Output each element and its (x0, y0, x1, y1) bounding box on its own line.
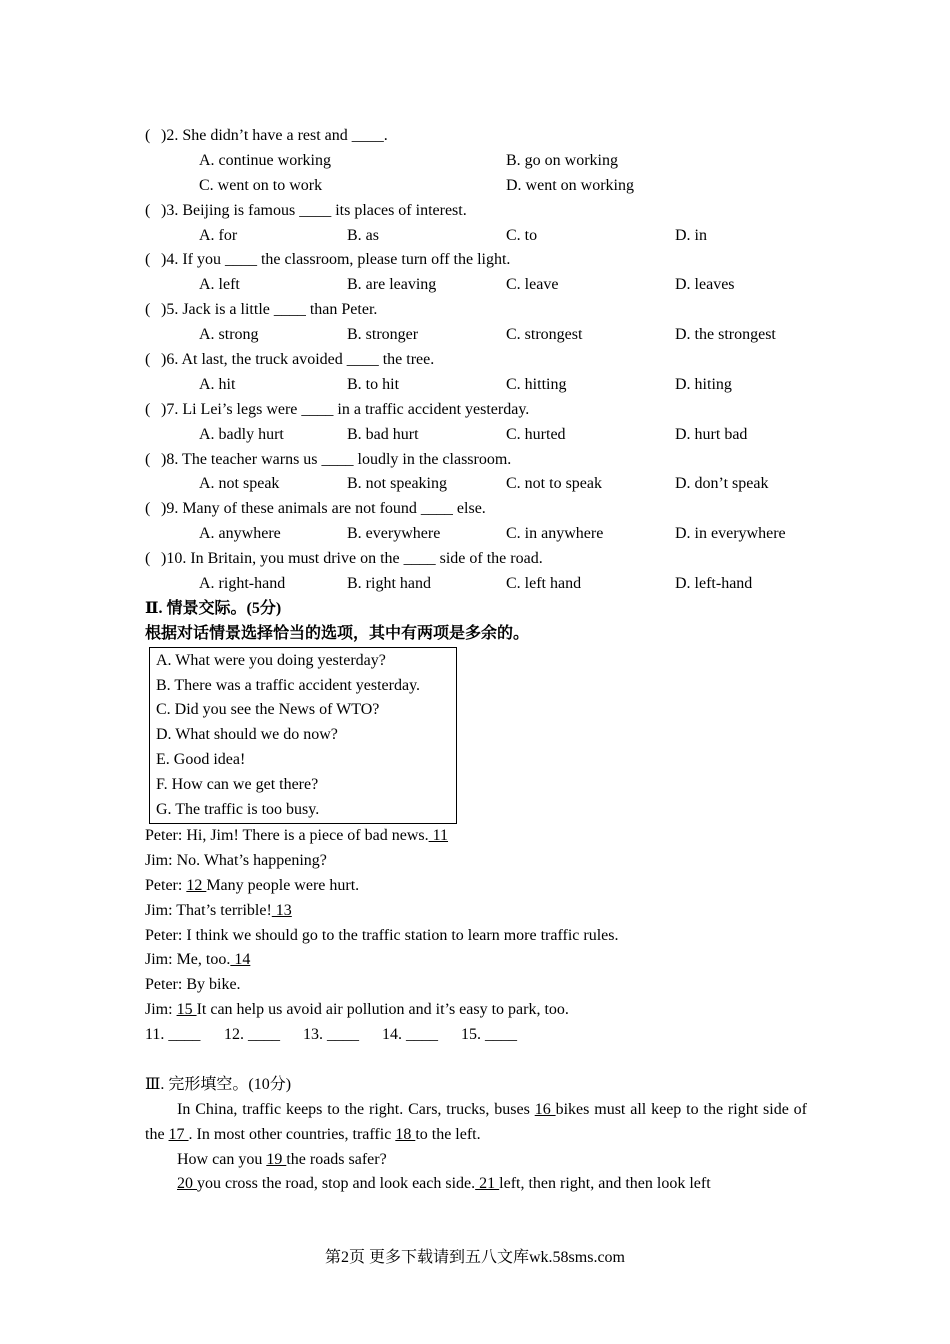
cloze-paragraph-3: 20 you cross the road, stop and look each side. 21 left, then right, and then look left (177, 1175, 711, 1193)
worksheet-page (145, 124, 807, 1197)
choice-d: D. What should we do now? (156, 726, 338, 744)
question-3-options (145, 224, 807, 249)
dialogue-line-1: Peter: Hi, Jim! There is a piece of bad news. 11 (145, 826, 449, 844)
question-2-options-row-2 (145, 174, 807, 199)
question-8-stem: ( )8. The teacher warns us ____ loudly in the classroom. (145, 450, 512, 468)
option-d: D. in everywhere (675, 525, 786, 543)
choice-e: E. Good idea! (156, 751, 246, 769)
option-b: B. as (347, 226, 379, 244)
choice-a: A. What were you doing yesterday? (156, 651, 386, 669)
option-d: D. hiting (675, 375, 732, 393)
blank-12: 12 (186, 876, 207, 894)
blank-21: 21 (475, 1175, 500, 1193)
option-c: C. hitting (506, 375, 567, 393)
blank-16: 16 (534, 1100, 556, 1118)
option-a: A. left (199, 276, 240, 294)
section-2-title: Ⅱ. 情景交际。(5分) (145, 599, 282, 617)
answer-11: 11. ____ (145, 1026, 201, 1044)
option-c: C. hurted (506, 425, 566, 443)
dialogue-line-5: Peter: I think we should go to the traffic station to learn more traffic rules. (145, 926, 619, 944)
choice-c: C. Did you see the News of WTO? (156, 701, 380, 719)
option-a: A. for (199, 226, 238, 244)
section-2-instruction: 根据对话情景选择恰当的选项，其中有两项是多余的。 (145, 624, 530, 642)
question-2-options-row-1 (145, 149, 807, 174)
dialogue-line-7: Peter: By bike. (145, 976, 241, 994)
option-d: D. left-hand (675, 575, 753, 593)
option-d: D. the strongest (675, 326, 776, 344)
option-d: D. don’t speak (675, 475, 769, 493)
option-b: B. bad hurt (347, 425, 419, 443)
question-3-stem: ( )3. Beijing is famous ____ its places of interest. (145, 201, 467, 219)
option-d: D. hurt bad (675, 425, 748, 443)
question-10-stem: ( )10. In Britain, you must drive on the ____ side of the road. (145, 550, 543, 568)
question-5-options (145, 323, 807, 348)
dialogue-line-3: Peter: 12 Many people were hurt. (145, 876, 360, 894)
answer-14: 14. ____ (382, 1026, 438, 1044)
answer-12: 12. ____ (224, 1026, 280, 1044)
option-d: D. leaves (675, 276, 735, 294)
option-b: B. everywhere (347, 525, 441, 543)
option-b: B. not speaking (347, 475, 447, 493)
option-c: C. left hand (506, 575, 582, 593)
option-a: A. strong (199, 326, 259, 344)
option-d: D. went on working (506, 176, 634, 194)
option-a: A. right-hand (199, 575, 286, 593)
blank-20: 20 (177, 1175, 197, 1193)
option-b: B. right hand (347, 575, 431, 593)
choice-f: F. How can we get there? (156, 776, 319, 794)
choice-g: G. The traffic is too busy. (156, 801, 320, 819)
answer-blanks (145, 1023, 807, 1048)
question-8-options (145, 472, 807, 497)
blank-19: 19 (266, 1150, 287, 1168)
blank-15: 15 (176, 1001, 197, 1019)
option-a: A. not speak (199, 475, 280, 493)
option-b: B. go on working (506, 151, 618, 169)
answer-13: 13. ____ (303, 1026, 359, 1044)
blank-18: 18 (395, 1125, 416, 1143)
dialogue-line-2: Jim: No. What’s happening? (145, 851, 327, 869)
section-3-title: Ⅲ. 完形填空。(10分) (145, 1075, 292, 1093)
option-a: A. continue working (199, 151, 331, 169)
question-9-options (145, 522, 807, 547)
question-5-stem: ( )5. Jack is a little ____ than Peter. (145, 301, 378, 319)
question-6-options (145, 373, 807, 398)
dialogue-line-8: Jim: 15 It can help us avoid air pollution and it’s easy to park, too. (145, 1001, 569, 1019)
answer-15: 15. ____ (461, 1026, 517, 1044)
question-7-stem: ( )7. Li Lei’s legs were ____ in a traffic accident yesterday. (145, 400, 530, 418)
question-7-options (145, 423, 807, 448)
question-9-stem: ( )9. Many of these animals are not found ____ else. (145, 500, 486, 518)
choice-box (149, 647, 457, 824)
choice-b: B. There was a traffic accident yesterday. (156, 676, 421, 694)
option-c: C. not to speak (506, 475, 602, 493)
question-4-options (145, 273, 807, 298)
option-b: B. stronger (347, 326, 419, 344)
blank-17: 17 (168, 1125, 189, 1143)
question-10-options (145, 572, 807, 597)
option-a: A. badly hurt (199, 425, 284, 443)
question-2-stem: ( )2. She didn’t have a rest and ____. (145, 127, 388, 144)
cloze-paragraph-1: In China, traffic keeps to the right. Cars, trucks, buses 16 bikes must all keep to the right side of the 17 . In most other countries, traffic 18 to the left. (145, 1100, 807, 1143)
option-d: D. in (675, 226, 707, 244)
option-c: C. in anywhere (506, 525, 604, 543)
option-c: C. to (506, 226, 538, 244)
option-c: C. went on to work (199, 176, 323, 194)
question-6-stem: ( )6. At last, the truck avoided ____ the tree. (145, 351, 435, 369)
option-a: A. anywhere (199, 525, 281, 543)
option-c: C. strongest (506, 326, 583, 344)
blank-11: 11 (428, 826, 449, 844)
option-c: C. leave (506, 276, 559, 294)
dialogue-line-4: Jim: That’s terrible! 13 (145, 901, 292, 919)
cloze-paragraph-2: How can you 19 the roads safer? (177, 1150, 387, 1168)
page-footer: 第2页 更多下载请到五八文库wk.58sms.com (324, 1249, 625, 1266)
blank-14: 14 (230, 951, 251, 969)
dialogue-line-6: Jim: Me, too. 14 (145, 951, 251, 969)
option-b: B. to hit (347, 375, 400, 393)
option-b: B. are leaving (347, 276, 437, 294)
blank-13: 13 (271, 901, 292, 919)
question-4-stem: ( )4. If you ____ the classroom, please turn off the light. (145, 251, 511, 269)
option-a: A. hit (199, 375, 236, 393)
